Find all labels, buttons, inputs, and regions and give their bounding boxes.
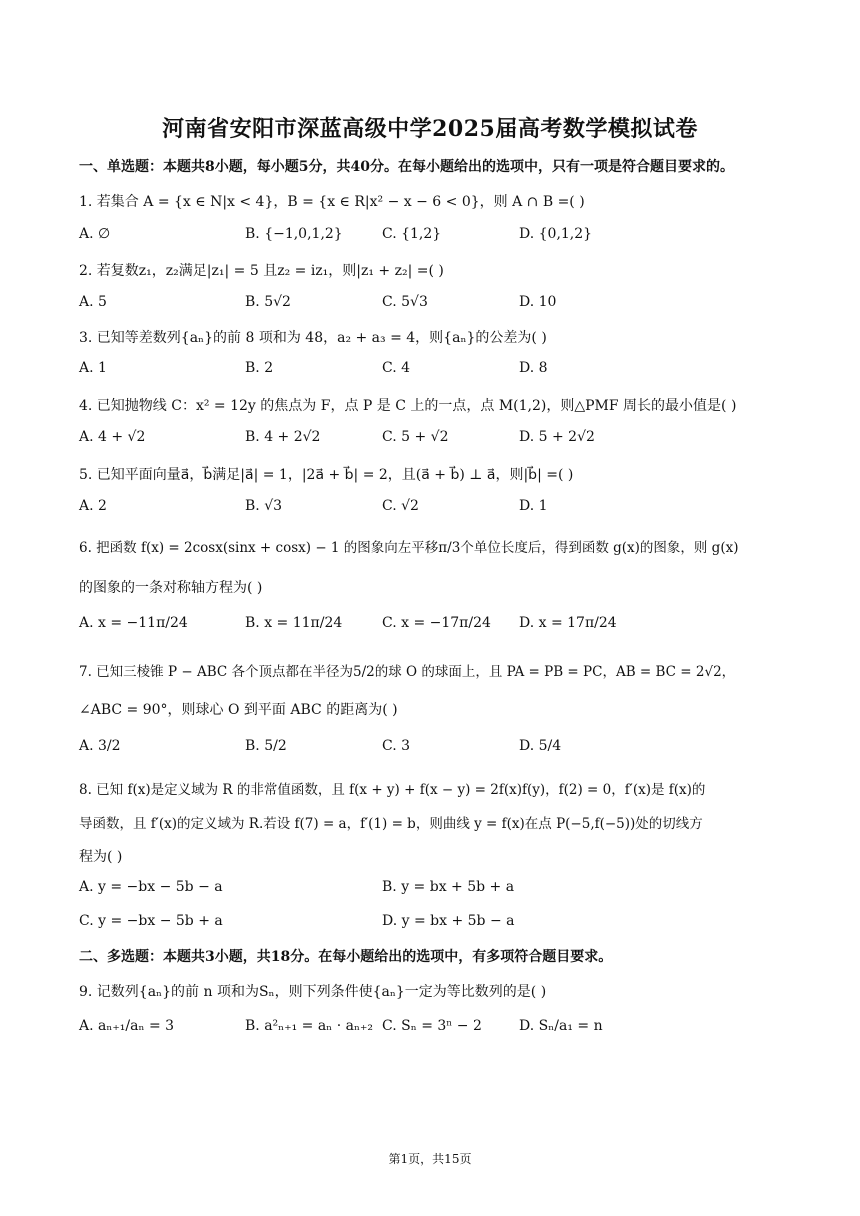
question-8-option-b: B. y = bx + 5b + a [382,879,515,895]
question-2-option-c: C. 5√3 [382,294,428,310]
question-4-option-d: D. 5 + 2√2 [519,429,595,445]
question-9-option-d: D. Sₙ/a₁ = n [519,1018,603,1034]
question-4-option-a: A. 4 + √2 [79,429,146,445]
question-7-option-b: B. 5/2 [245,738,287,754]
question-1-option-a: A. ∅ [79,226,111,242]
question-3-option-a: A. 1 [79,360,107,376]
section-single-choice-heading: 一、单选题：本题共8小题，每小题5分，共40分。在每小题给出的选项中，只有一项是符合题目要求的。 [79,159,734,175]
question-2-option-b: B. 5√2 [245,294,291,310]
question-5-option-c: C. √2 [382,498,419,514]
question-1-option-c: C. {1,2} [382,226,442,242]
page-footer: 第1页，共15页 [388,1152,472,1166]
question-8-stem-line-1: 8. 已知 f(x)是定义域为 R 的非常值函数，且 f(x + y) + f(x − y) = 2f(x)f(y)，f(2) = 0，f′(x)是 f(x)的 [79,782,706,798]
question-7-option-c: C. 3 [382,738,411,754]
question-7-stem-line-1: 7. 已知三棱锥 P − ABC 各个顶点都在半径为5/2的球 O 的球面上，且 PA = PB = PC，AB = BC = 2√2， [79,664,736,680]
question-5-option-b: B. √3 [245,498,283,514]
question-8-stem-line-3: 程为( ) [79,849,123,865]
page-title: 河南省安阳市深蓝高级中学2025届高考数学模拟试卷 [162,116,698,142]
question-9-option-a: A. aₙ₊₁/aₙ = 3 [79,1018,175,1034]
question-6-option-a: A. x = −11π/24 [79,615,188,631]
question-7-stem-line-2: ∠ABC = 90°，则球心 O 到平面 ABC 的距离为( ) [79,702,398,718]
question-3-option-b: B. 2 [245,360,274,376]
question-1-option-d: D. {0,1,2} [519,226,593,242]
question-3-stem: 3. 已知等差数列{aₙ}的前 8 项和为 48，a₂ + a₃ = 4，则{aₙ}的公差为( ) [79,330,547,346]
question-9-stem: 9. 记数列{aₙ}的前 n 项和为Sₙ，则下列条件使{aₙ}一定为等比数列的是( ) [79,984,547,1000]
question-8-option-c: C. y = −bx − 5b + a [79,913,223,929]
question-5-stem: 5. 已知平面向量a⃗，b⃗满足|a⃗| = 1，|2a⃗ + b⃗| = 2，且(a⃗ + b⃗) ⊥ a⃗，则|b⃗| =( ) [79,467,574,483]
question-9-option-b: B. a²ₙ₊₁ = aₙ · aₙ₊₂ [245,1018,373,1034]
question-8-option-d: D. y = bx + 5b − a [382,913,515,929]
question-4-stem: 4. 已知抛物线 C：x² = 12y 的焦点为 F，点 P 是 C 上的一点，点 M(1,2)，则△PMF 周长的最小值是( ) [79,398,737,414]
question-8-stem-line-2: 导函数，且 f′(x)的定义域为 R.若设 f(7) = a，f′(1) = b，则曲线 y = f(x)在点 P(−5,f(−5))处的切线方 [79,816,703,832]
question-6-option-b: B. x = 11π/24 [245,615,343,631]
question-2-option-a: A. 5 [79,294,107,310]
question-2-option-d: D. 10 [519,294,557,310]
question-6-stem-line-2: 的图象的一条对称轴方程为( ) [79,580,263,596]
section-multiple-choice-heading: 二、多选题：本题共3小题，共18分。在每小题给出的选项中，有多项符合题目要求。 [79,949,613,965]
question-2-stem: 2. 若复数z₁，z₂满足|z₁| = 5 且z₂ = iz₁，则|z₁ + z₂| =( ) [79,263,444,279]
question-9-option-c: C. Sₙ = 3ⁿ − 2 [382,1018,482,1034]
question-1-option-b: B. {−1,0,1,2} [245,226,343,242]
question-7-option-a: A. 3/2 [79,738,121,754]
question-4-option-c: C. 5 + √2 [382,429,449,445]
question-7-option-d: D. 5/4 [519,738,562,754]
question-5-option-a: A. 2 [79,498,107,514]
question-3-option-c: C. 4 [382,360,411,376]
question-8-option-a: A. y = −bx − 5b − a [79,879,223,895]
question-6-option-c: C. x = −17π/24 [382,615,491,631]
question-6-option-d: D. x = 17π/24 [519,615,617,631]
question-3-option-d: D. 8 [519,360,548,376]
question-5-option-d: D. 1 [519,498,548,514]
question-1-stem: 1. 若集合 A = {x ∈ N|x < 4}，B = {x ∈ R|x² − x − 6 < 0}，则 A ∩ B =( ) [79,194,585,210]
question-4-option-b: B. 4 + 2√2 [245,429,321,445]
question-6-stem-line-1: 6. 把函数 f(x) = 2cosx(sinx + cosx) − 1 的图象向左平移π/3个单位长度后，得到函数 g(x)的图象，则 g(x) [79,540,739,556]
